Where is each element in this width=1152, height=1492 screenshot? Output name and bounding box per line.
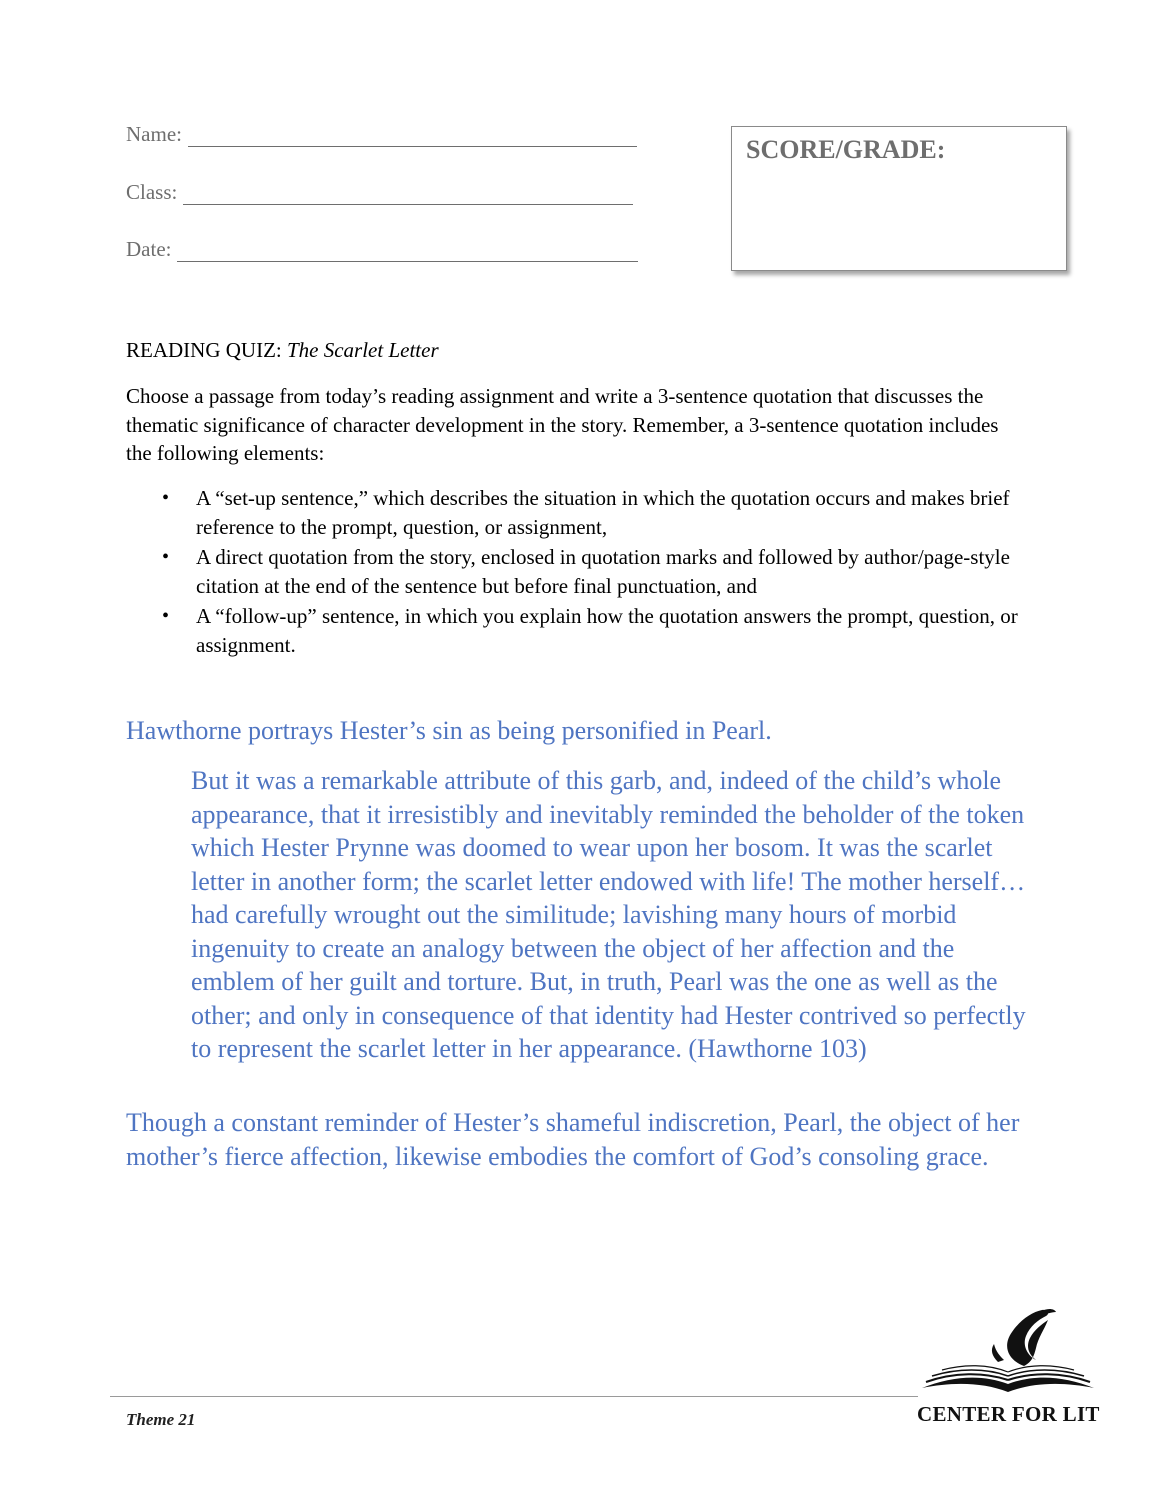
quiz-book-title: The Scarlet Letter bbox=[286, 338, 439, 362]
quiz-title-prefix: READING QUIZ: bbox=[126, 338, 287, 362]
date-field[interactable] bbox=[126, 237, 638, 262]
block-quotation: But it was a remarkable attribute of this garb, and, indeed of the child’s whole appearance, that it irresistibly and inevitably reminded the beholder of the token which Hester Prynne was doomed to wear upon her bosom. It was the scarlet letter in another form; the scarlet letter endowed with life! The mother herself…had carefully wrought out the similitude; lavishing many hours of morbid ingenuity to create an analogy between the object of her affection and the emblem of her guilt and torture. But, in truth, Pearl was the one as well as the other; and only in consequence of that identity had Hester contrived so perfectly to represent the scarlet letter in her appearance. (Hawthorne 103) bbox=[191, 766, 1026, 1063]
setup-sentence: Hawthorne portrays Hester’s sin as being personified in Pearl. bbox=[126, 716, 772, 745]
bullet-icon: • bbox=[162, 487, 170, 509]
logo-text: CENTER FOR LIT bbox=[917, 1402, 1100, 1426]
name-label: Name: bbox=[126, 122, 182, 146]
name-blank-line[interactable] bbox=[188, 128, 637, 147]
class-label: Class: bbox=[126, 180, 178, 204]
quiz-title bbox=[126, 338, 439, 363]
class-blank-line[interactable] bbox=[183, 186, 633, 205]
name-field[interactable] bbox=[126, 122, 637, 147]
pelican-book-logo-icon bbox=[912, 1302, 1102, 1402]
class-field[interactable] bbox=[126, 180, 633, 205]
bullet-text: A direct quotation from the story, enclosed in quotation marks and followed by author/page-style citation at the end of the sentence but before final punctuation, and bbox=[196, 545, 1010, 598]
bullet-text: A “follow-up” sentence, in which you explain how the quotation answers the prompt, question, or assignment. bbox=[196, 604, 1018, 657]
requirements-list bbox=[126, 484, 1026, 661]
list-item bbox=[126, 602, 1026, 660]
score-grade-label: SCORE/GRADE: bbox=[746, 135, 946, 164]
followup-sentence: Though a constant reminder of Hester’s shameful indiscretion, Pearl, the object of her mother’s fierce affection, likewise embodies the comfort of God’s consoling grace. bbox=[126, 1108, 1020, 1171]
list-item bbox=[126, 484, 1026, 542]
bullet-icon: • bbox=[162, 546, 170, 568]
list-item bbox=[126, 543, 1026, 601]
bullet-text: A “set-up sentence,” which describes the situation in which the quotation occurs and makes brief reference to the prompt, question, or assignment, bbox=[196, 486, 1010, 539]
quiz-instructions: Choose a passage from today’s reading assignment and write a 3-sentence quotation that discusses the thematic significance of character development in the story. Remember, a 3-sentence quotation includes the following elements: bbox=[126, 384, 999, 465]
footer-divider bbox=[110, 1396, 918, 1397]
score-grade-box bbox=[731, 126, 1067, 271]
date-label: Date: bbox=[126, 237, 172, 261]
date-blank-line[interactable] bbox=[177, 243, 638, 262]
bullet-icon: • bbox=[162, 605, 170, 627]
page-label: Theme 21 bbox=[126, 1410, 196, 1429]
